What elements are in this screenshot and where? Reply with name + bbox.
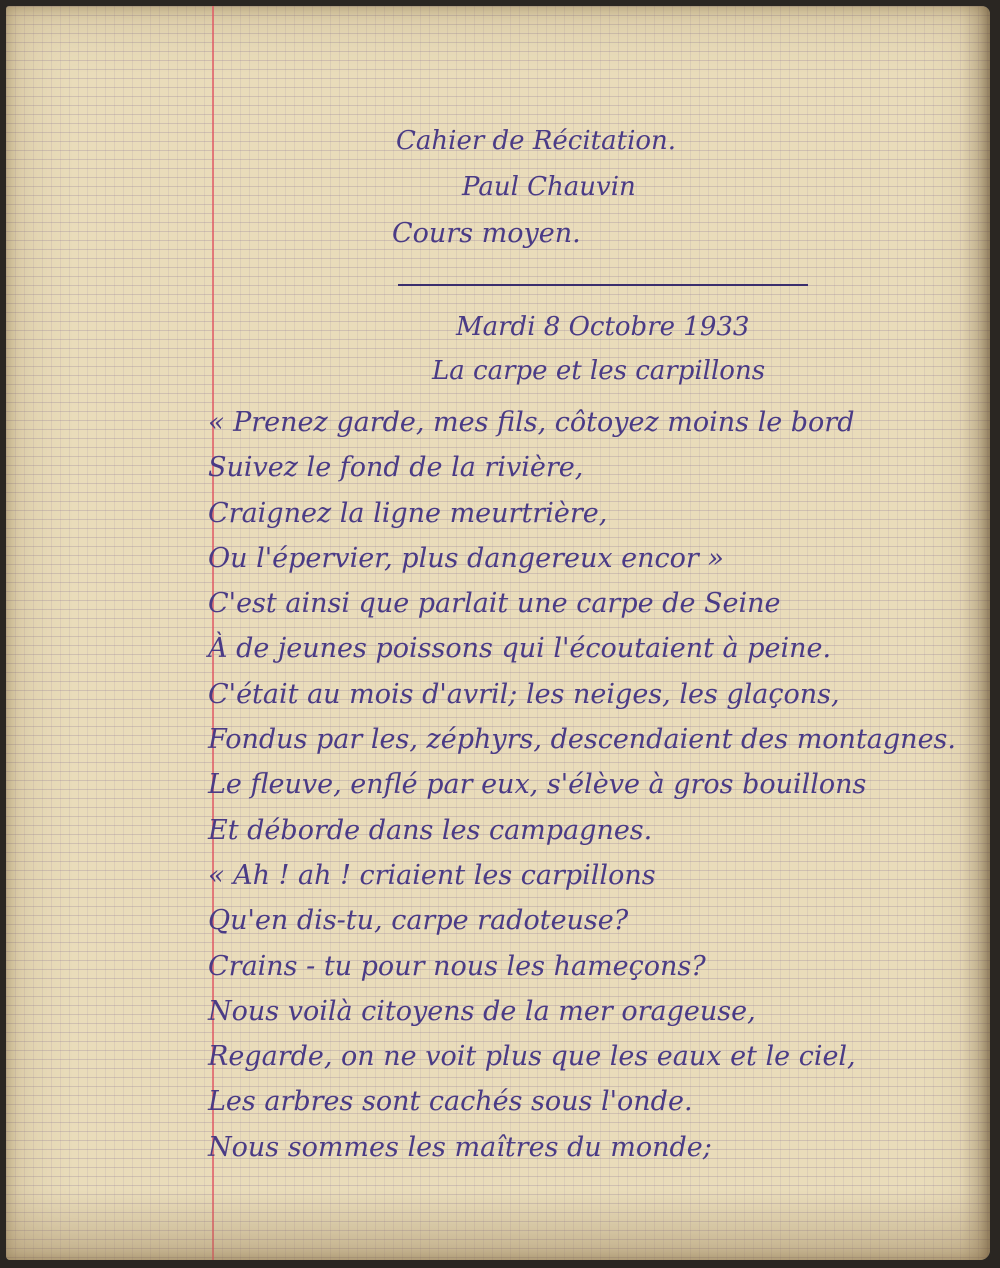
poem-line: Et déborde dans les campagnes. — [208, 814, 653, 846]
notebook-page — [6, 6, 990, 1260]
poem-title: La carpe et les carpillons — [432, 356, 766, 386]
poem-line: Nous voilà citoyens de la mer orageuse, — [208, 995, 756, 1027]
poem-line: Suivez le fond de la rivière, — [208, 452, 584, 484]
lesson-date: Mardi 8 Octobre 1933 — [456, 312, 750, 342]
poem-text — [208, 400, 956, 1170]
poem-line: Les arbres sont cachés sous l'onde. — [208, 1086, 693, 1118]
page-bottom-shadow — [6, 1190, 990, 1260]
poem-line: Crains - tu pour nous les hameçons? — [208, 950, 706, 982]
poem-line: Le fleuve, enflé par eux, s'élève à gros bouillons — [208, 769, 867, 801]
student-name: Paul Chauvin — [462, 172, 636, 202]
page-edge-shadow — [962, 6, 990, 1260]
poem-line: « Prenez garde, mes fils, côtoyez moins le bord — [208, 407, 855, 438]
poem-line: Fondus par les, zéphyrs, descendaient des montagnes. — [208, 724, 956, 756]
poem-line: Nous sommes les maîtres du monde; — [208, 1131, 712, 1163]
poem-line: C'est ainsi que parlait une carpe de Seine — [208, 588, 781, 620]
poem-line: « Ah ! ah ! criaient les carpillons — [208, 859, 656, 891]
header-underline — [398, 284, 808, 286]
poem-line: À de jeunes poissons qui l'écoutaient à peine. — [208, 633, 832, 665]
class-level: Cours moyen. — [392, 218, 581, 249]
notebook-title: Cahier de Récitation. — [396, 126, 677, 156]
poem-line: Regarde, on ne voit plus que les eaux et le ciel, — [208, 1041, 856, 1073]
poem-line: Ou l'épervier, plus dangereux encor » — [208, 542, 724, 574]
poem-line: Craignez la ligne meurtrière, — [208, 497, 608, 529]
poem-line: Qu'en dis-tu, carpe radoteuse? — [208, 905, 629, 937]
poem-line: C'était au mois d'avril; les neiges, les glaçons, — [208, 678, 840, 710]
